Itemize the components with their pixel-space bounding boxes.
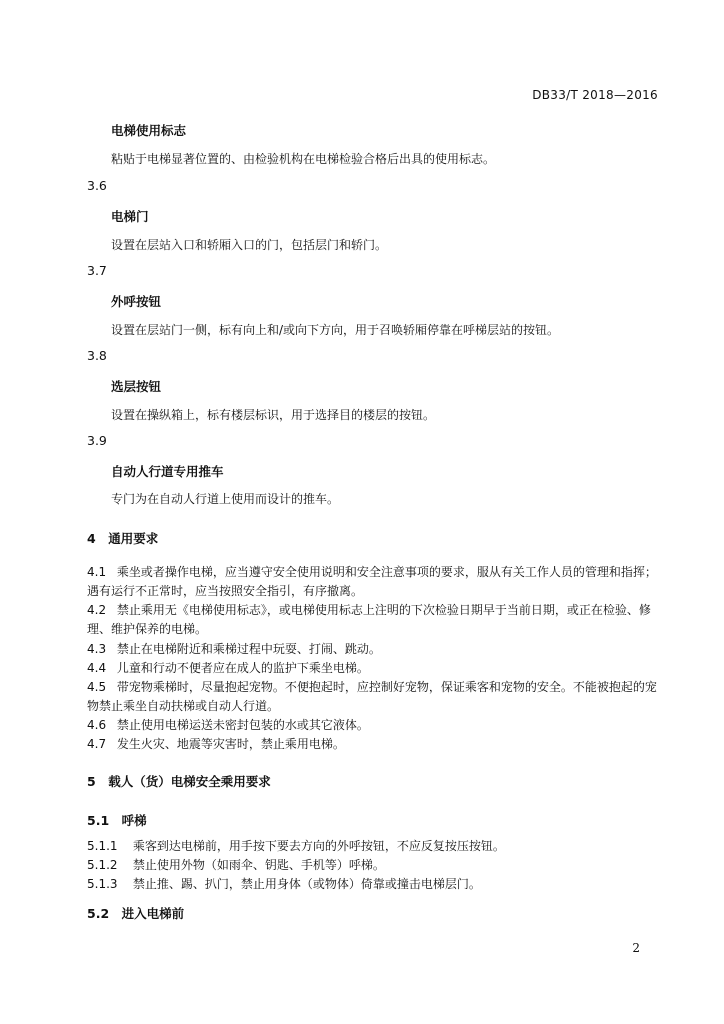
clause-number: 5.1.3 <box>87 877 118 891</box>
clause-text: 发生火灾、地震等灾害时，禁止乘用电梯。 <box>116 737 345 751</box>
term-number: 3.6 <box>87 178 107 193</box>
clause-number: 4.2 <box>87 603 107 617</box>
term-definition: 专门为在自动人行道上使用而设计的推车。 <box>111 492 340 506</box>
clause-text: 带宠物乘梯时，尽量抱起宠物。不便抱起时，应控制好宠物，保证乘客和宠物的安全。不能被抱起的宠物禁止乘坐自动扶梯或自动人行道。 <box>87 680 657 713</box>
clause <box>87 735 659 754</box>
clause <box>87 716 659 735</box>
clause-number: 5.1.2 <box>87 858 118 872</box>
term-title: 自动人行道专用推车 <box>111 464 224 479</box>
clause-text: 禁止使用外物（如雨伞、钥匙、手机等）呼梯。 <box>132 858 385 872</box>
clause-number: 4.7 <box>87 737 107 751</box>
clause-text: 禁止推、踢、扒门，禁止用身体（或物体）倚靠或撞击电梯层门。 <box>132 877 481 891</box>
clause-number: 4.5 <box>87 680 107 694</box>
clause-number: 4.3 <box>87 642 107 656</box>
standard-id: DB33/T 2018—2016 <box>532 88 658 102</box>
clause-text: 乘客到达电梯前，用手按下要去方向的外呼按钮，不应反复按压按钮。 <box>132 839 505 853</box>
clause-text: 禁止在电梯附近和乘梯过程中玩耍、打闹、跳动。 <box>116 642 381 656</box>
clause <box>87 563 659 601</box>
clause-number: 5.1.1 <box>87 839 118 853</box>
term-definition: 粘贴于电梯显著位置的、由检验机构在电梯检验合格后出具的使用标志。 <box>111 152 496 166</box>
term-title: 电梯使用标志 <box>111 123 187 138</box>
clause <box>87 875 659 894</box>
subsection-heading: 5.1 呼梯 <box>87 813 147 828</box>
clause-number: 4.6 <box>87 718 107 732</box>
term-title: 电梯门 <box>111 209 149 224</box>
clause <box>87 837 659 856</box>
clause-text: 禁止乘用无《电梯使用标志》，或电梯使用标志上注明的下次检验日期早于当前日期，或正在检验、修理、维护保养的电梯。 <box>87 603 651 636</box>
page-number: 2 <box>632 941 640 955</box>
clause-text: 禁止使用电梯运送未密封包装的水或其它液体。 <box>116 718 369 732</box>
term-definition: 设置在操纵箱上，标有楼层标识，用于选择目的楼层的按钮。 <box>111 408 436 422</box>
clause <box>87 640 659 659</box>
term-definition: 设置在层站门一侧，标有向上和/或向下方向，用于召唤轿厢停靠在呼梯层站的按钮。 <box>111 323 560 337</box>
term-number: 3.9 <box>87 433 107 448</box>
section-heading: 4 通用要求 <box>87 531 159 546</box>
clause-text: 乘坐或者操作电梯，应当遵守安全使用说明和安全注意事项的要求，服从有关工作人员的管理和指挥；遇有运行不正常时，应当按照安全指引，有序撤离。 <box>87 565 657 598</box>
clause <box>87 601 659 639</box>
clause <box>87 659 659 678</box>
term-title: 外呼按钮 <box>111 294 162 309</box>
clause-number: 4.4 <box>87 661 107 675</box>
term-number: 3.7 <box>87 263 107 278</box>
term-title: 选层按钮 <box>111 379 162 394</box>
clause <box>87 678 659 716</box>
clause <box>87 856 659 875</box>
term-definition: 设置在层站入口和轿厢入口的门，包括层门和轿门。 <box>111 238 388 252</box>
term-number: 3.8 <box>87 348 107 363</box>
section-heading: 5 载人（货）电梯安全乘用要求 <box>87 774 271 789</box>
clause-text: 儿童和行动不便者应在成人的监护下乘坐电梯。 <box>116 661 369 675</box>
subsection-heading: 5.2 进入电梯前 <box>87 906 185 921</box>
clause-number: 4.1 <box>87 565 107 579</box>
